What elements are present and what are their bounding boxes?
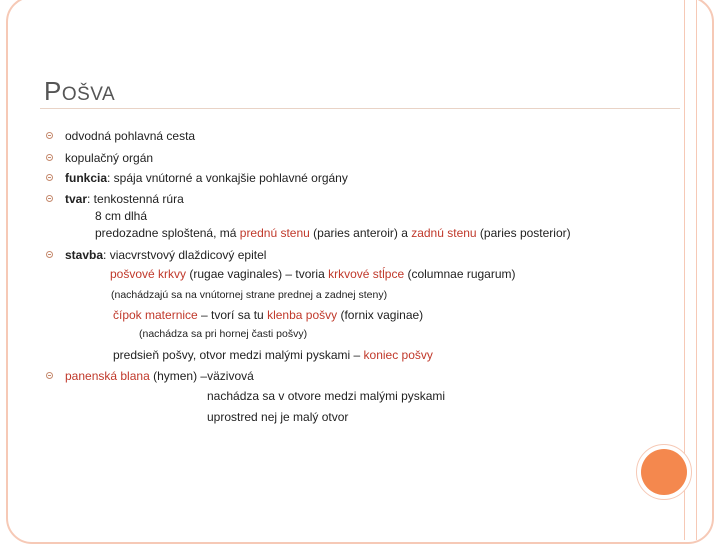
sub-item (95, 226, 571, 240)
decorative-circle (641, 449, 687, 495)
bullet-icon (46, 154, 53, 161)
sub-text: – tvorí sa tu (197, 308, 268, 322)
bullet-text: (hymen) –väzivová (149, 369, 254, 383)
bullet-item: odvodná pohlavná cesta (65, 129, 196, 143)
sub-highlight: zadnú stenu (411, 226, 477, 240)
bullet-text: : tenkostenná rúra (87, 192, 184, 206)
sub-highlight: prednú stenu (239, 226, 310, 240)
slide-title (44, 76, 115, 107)
bullet-item: kopulačný orgán (65, 151, 154, 165)
bullet-text: : viacvrstvový dlaždicový epitel (103, 248, 267, 262)
sub-item (113, 308, 423, 322)
bullet-item (65, 171, 348, 185)
sub-highlight: klenba pošvy (267, 308, 338, 322)
sub-text: (columnae rugarum) (404, 267, 516, 281)
sub-text: (paries posterior) (476, 226, 571, 240)
title-initial: P (44, 76, 62, 106)
sub-highlight: koniec pošvy (363, 348, 433, 362)
sub-text: predozadne sploštená, má (95, 226, 240, 240)
title-divider (40, 108, 680, 109)
sub-text: (rugae vaginales) – tvoria (186, 267, 329, 281)
sub-item: nachádza sa v otvore medzi malými pyskami (207, 389, 446, 403)
bullet-item (65, 248, 266, 262)
bullet-text: : spája vnútorné a vonkajšie pohlavné orgány (107, 171, 348, 185)
bullet-term: tvar (65, 192, 88, 206)
sub-highlight: pošvové krkvy (110, 267, 187, 281)
bullet-item (65, 192, 184, 206)
bullet-icon (46, 174, 53, 181)
sub-text: (paries anteroir) a (309, 226, 412, 240)
sub-item (110, 267, 516, 281)
title-rest: OŠVA (61, 84, 116, 105)
bullet-highlight: panenská blana (65, 369, 150, 383)
sub-highlight: čípok maternice (113, 308, 198, 322)
sub-item: uprostred nej je malý otvor (207, 410, 349, 424)
bullet-term: stavba (65, 248, 104, 262)
bullet-icon (46, 251, 53, 258)
bullet-term: funkcia (65, 171, 108, 185)
sub-item: 8 cm dlhá (95, 209, 148, 223)
bullet-item (65, 369, 254, 383)
sub-note: (nachádza sa pri hornej časti pošvy) (139, 328, 308, 340)
sub-item (113, 348, 433, 362)
sub-note: (nachádzajú sa na vnútornej strane prednej a zadnej steny) (111, 289, 388, 301)
bullet-icon (46, 132, 53, 139)
bullet-icon (46, 372, 53, 379)
sub-text: (fornix vaginae) (337, 308, 424, 322)
decorative-line (696, 0, 697, 540)
sub-highlight: krkvové stĺpce (328, 267, 405, 281)
sub-text: predsieň pošvy, otvor medzi malými pyskami – (113, 348, 364, 362)
bullet-icon (46, 195, 53, 202)
